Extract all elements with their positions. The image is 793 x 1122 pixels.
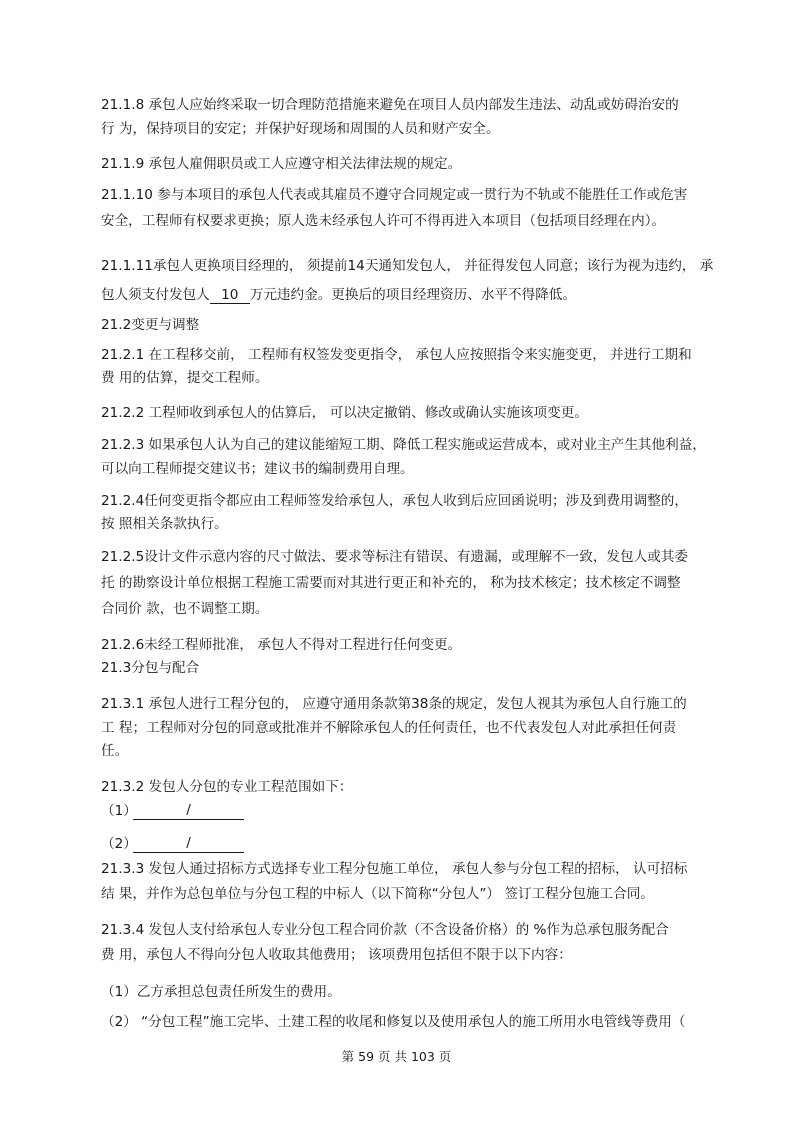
clause-21-3-2: 21.3.2 发包人分包的专业工程范围如下： [101, 779, 353, 795]
clause-21-2-3-line2: 可以向工程师提交建议书；建议书的编制费用自理。 [101, 461, 414, 477]
clause-21-2-4-line1: 21.2.4任何变更指令都应由工程师签发给承包人，承包人收到后应回函说明；涉及到费用调整的， [101, 493, 688, 509]
clause-21-1-9: 21.1.9 承包人雇佣职员或工人应遵守相关法律法规的规定。 [101, 156, 462, 172]
scope-item-1-label: （1） [101, 803, 137, 819]
clause-21-3-1-line1: 21.3.1 承包人进行工程分包的， 应遵守通用条款第38条的规定，发包人视其为承包人自行施工的 [101, 696, 687, 712]
clause-21-1-11-line2 [101, 286, 576, 304]
clause-21-3-3-line1: 21.3.3 发包人通过招标方式选择专业工程分包施工单位， 承包人参与分包工程的招标， 认可招标 [101, 861, 688, 877]
clause-21-2-5-line3: 合同价 款，也不调整工期。 [101, 601, 269, 617]
scope-item-1-blank: / [133, 801, 244, 820]
clause-21-2-4-line2: 按 照相关条款执行。 [101, 516, 228, 532]
clause-21-2-3-line1: 21.2.3 如果承包人认为自己的建议能缩短工期、降低工程实施或运营成本，或对业主产生其他利益， [101, 437, 706, 453]
clause-21-3-1-line3: 任。 [101, 743, 129, 759]
clause-21-2-5-line2: 托 的勘察设计单位根据工程施工需要而对其进行更正和补充的， 称为技术核定；技术核定不调整 [101, 575, 681, 591]
clause-21-3-4-line2: 费 用，承包人不得向分包人收取其他费用； 该项费用包括但不限于以下内容： [101, 947, 572, 963]
scope-item-2-blank: / [133, 834, 244, 853]
clause-21-1-11-line2-after: 万元违约金。更换后的项目经理资历、水平不得降低。 [249, 287, 576, 303]
clause-21-2-1-line1: 21.2.1 在工程移交前， 工程师有权签发变更指令， 承包人应按照指令来实施变更， 并进行工期和 [101, 347, 692, 363]
clause-21-2-5-line1: 21.2.5设计文件示意内容的尺寸做法、要求等标注有错误、有遗漏，或理解不一致，发包人或其委 [101, 549, 688, 565]
clause-21-3-4-item-2: （2） “分包工程”施工完毕、土建工程的收尾和修复以及使用承包人的施工所用水电管线等费用（ [101, 1014, 686, 1030]
clause-21-1-10-line1: 21.1.10 参与本项目的承包人代表或其雇员不遵守合同规定或一贯行为不轨或不能胜任工作或危害 [101, 187, 688, 203]
scope-item-2-label: （2） [101, 836, 137, 852]
clause-21-2-2: 21.2.2 工程师收到承包人的估算后， 可以决定撤销、修改或确认实施该项变更。 [101, 405, 588, 421]
clause-21-2-6: 21.2.6未经工程师批准， 承包人不得对工程进行任何变更。 [101, 637, 462, 653]
clause-21-3-4-item-1: （1）乙方承担总包责任所发生的费用。 [101, 984, 341, 1000]
clause-21-3-1-line2: 工 程；工程师对分包的同意或批准并不解除承包人的任何责任，也不代表发包人对此承担任何责 [101, 720, 677, 736]
clause-21-1-11-line1: 21.1.11承包人更换项目经理的， 须提前14天通知发包人， 并征得发包人同意；该行为视为违约， 承 [101, 258, 714, 274]
clause-21-2-1-line2: 费 用的估算，提交工程师。 [101, 370, 269, 386]
penalty-amount-blank: 10 [210, 287, 250, 304]
clause-21-1-8-line2: 行 为，保持项目的安定；并保护好现场和周围的人员和财产安全。 [101, 121, 500, 137]
clause-21-3-3-line2: 结 果，并作为总包单位与分包工程的中标人（以下简称“分包人”） 签订工程分包施工合同。 [101, 886, 654, 902]
page-number-footer: 第 59 页 共 103 页 [341, 1049, 452, 1064]
section-heading-21-2: 21.2变更与调整 [101, 317, 200, 333]
clause-21-1-10-line2: 安全，工程师有权要求更换；原人选未经承包人许可不得再进入本项目（包括项目经理在内）。 [101, 213, 666, 229]
clause-21-1-11-line2-before: 包人须支付发包人 [101, 287, 210, 303]
section-heading-21-3: 21.3分包与配合 [101, 660, 200, 676]
clause-21-3-4-line1: 21.3.4 发包人支付给承包人专业分包工程合同价款（不含设备价格）的 %作为总承包服务配合 [101, 922, 669, 938]
clause-21-1-8-line1: 21.1.8 承包人应始终采取一切合理防范措施来避免在项目人员内部发生违法、动乱或妨碍治安的 [101, 97, 679, 113]
